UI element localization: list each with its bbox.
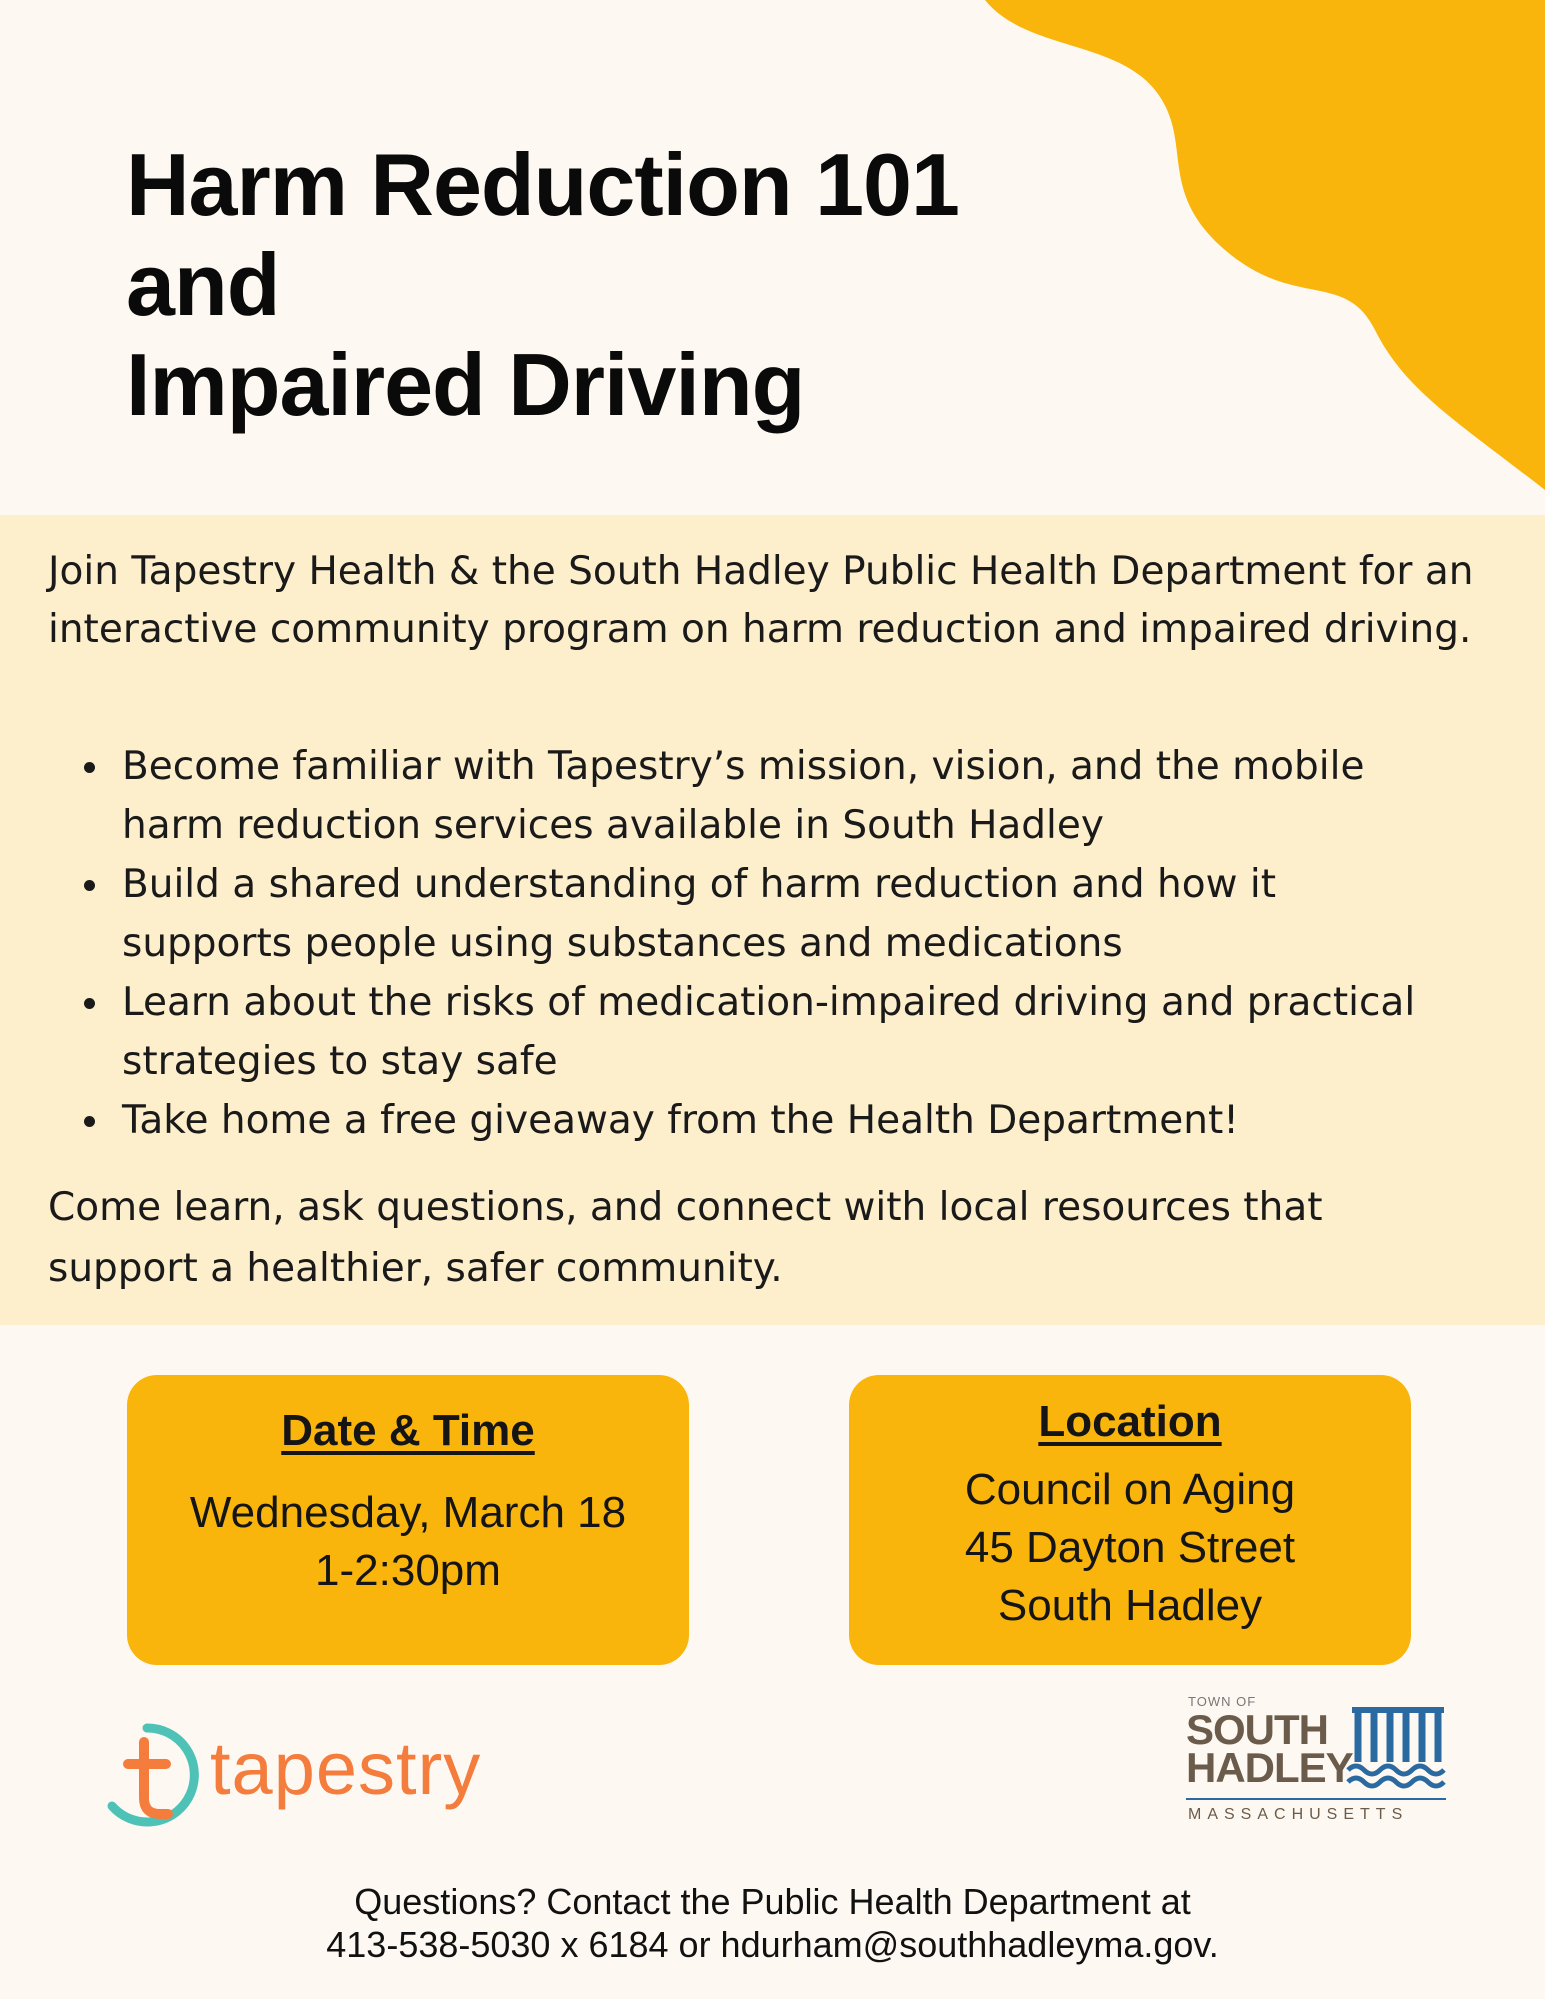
date-time-card xyxy=(127,1375,689,1665)
tapestry-t-icon xyxy=(92,1720,202,1830)
event-date: Wednesday, March 18 xyxy=(189,1488,627,1537)
contact-line-1: Questions? Contact the Public Health Department at xyxy=(354,1881,1191,1922)
bullet-text-line: Build a shared understanding of harm reduction and how it xyxy=(122,862,1277,907)
bullet-text-line: harm reduction services available in South Hadley xyxy=(122,803,1104,848)
location-street: 45 Dayton Street xyxy=(964,1523,1296,1572)
waves-icon xyxy=(1346,1706,1450,1798)
date-time-heading: Date & Time xyxy=(281,1406,535,1455)
logo-town-of: TOWN OF xyxy=(1188,1694,1257,1709)
event-time: 1-2:30pm xyxy=(315,1546,501,1595)
title-line-3: Impaired Driving xyxy=(126,335,805,434)
contact-line-2: 413-538-5030 x 6184 or hdurham@southhadleyma.gov. xyxy=(326,1924,1219,1965)
south-hadley-logo xyxy=(1186,1694,1456,1830)
bullet-dot-icon xyxy=(84,762,95,773)
title-line-2: and xyxy=(126,235,280,334)
location-heading: Location xyxy=(1038,1397,1222,1446)
bullet-text-line: supports people using substances and medications xyxy=(122,921,1123,966)
bullet-item xyxy=(48,1091,1498,1150)
bullet-item xyxy=(48,973,1498,1091)
location-venue: Council on Aging xyxy=(964,1465,1296,1514)
title-line-1: Harm Reduction 101 xyxy=(126,135,959,234)
bullet-dot-icon xyxy=(84,880,95,891)
location-town: South Hadley xyxy=(997,1581,1263,1630)
bullet-text-line: Learn about the risks of medication-impaired driving and practical xyxy=(122,980,1416,1025)
location-card xyxy=(849,1375,1411,1665)
outro-line: support a healthier, safer community. xyxy=(48,1246,783,1291)
bullet-text-line: Become familiar with Tapestry’s mission, vision, and the mobile xyxy=(122,744,1365,789)
logo-massachusetts: MASSACHUSETTS xyxy=(1188,1806,1409,1823)
outro-line: Come learn, ask questions, and connect with local resources that xyxy=(48,1185,1323,1230)
page-title xyxy=(126,135,1226,435)
bullet-text-line: Take home a free giveaway from the Health Department! xyxy=(122,1098,1239,1143)
bullet-dot-icon xyxy=(84,1116,95,1127)
bullet-item xyxy=(48,855,1498,973)
bullet-text-line: strategies to stay safe xyxy=(122,1039,558,1084)
logo-south: SOUTH xyxy=(1186,1706,1328,1753)
logo-hadley: HADLEY xyxy=(1186,1744,1353,1791)
bullet-dot-icon xyxy=(84,998,95,1009)
bullet-item xyxy=(48,737,1498,855)
logo-divider xyxy=(1186,1798,1446,1800)
intro-paragraph: Join Tapestry Health & the South Hadley Public Health Department for an interactive community program on harm reduction and impaired driving. xyxy=(48,549,1474,652)
contact-info xyxy=(0,1880,1545,1966)
tapestry-wordmark: tapestry xyxy=(210,1727,482,1810)
program-bullet-list xyxy=(48,737,1498,1150)
outro-paragraph xyxy=(48,1177,1488,1299)
